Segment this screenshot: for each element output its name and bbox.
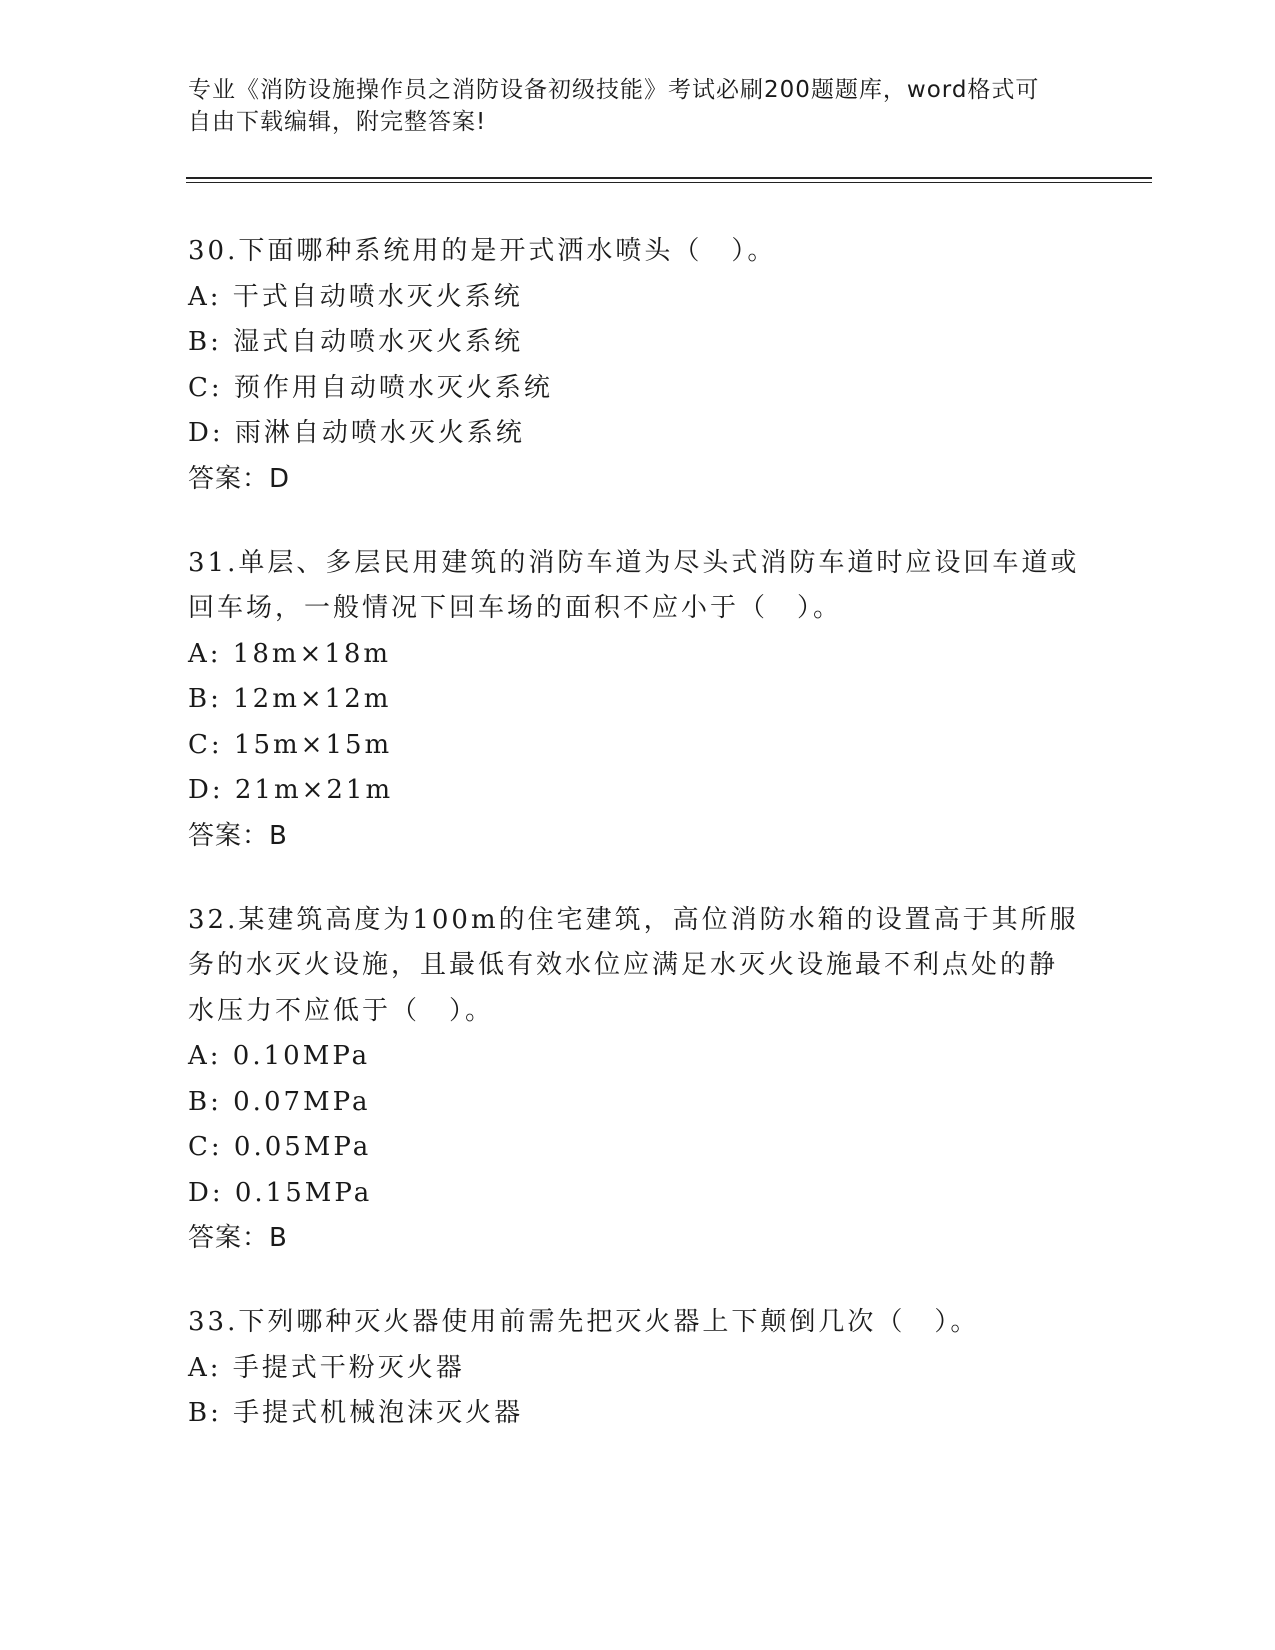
option-b: B: 湿式自动喷水灭火系统 — [188, 327, 524, 357]
question-31 — [188, 541, 1088, 859]
option-a: A: 干式自动喷水灭火系统 — [188, 281, 523, 312]
answer-label: 答案：B — [188, 820, 288, 851]
answer-label: 答案：B — [188, 1223, 288, 1253]
document-header — [188, 74, 1068, 138]
header-line-1: 专业《消防设施操作员之消防设备初级技能》考试必刷200题题库，word格式可 — [188, 77, 1040, 103]
answer-label: 答案：D — [188, 463, 291, 494]
question-text-continued: 回车场，一般情况下回车场的面积不应小于（ ）。 — [188, 593, 843, 623]
question-32 — [188, 898, 1088, 1262]
question-33 — [188, 1300, 1088, 1437]
option-c: C: 15m×15m — [188, 729, 393, 760]
option-d: D: 0.15MPa — [188, 1177, 373, 1208]
option-b: B: 0.07MPa — [188, 1086, 371, 1117]
question-30 — [188, 229, 1088, 502]
option-b: B: 手提式机械泡沫灭火器 — [188, 1398, 524, 1428]
option-b: B: 12m×12m — [188, 684, 392, 714]
header-line-2: 自由下载编辑，附完整答案! — [188, 109, 487, 135]
question-list — [188, 229, 1088, 1476]
option-c: C: 0.05MPa — [188, 1132, 372, 1162]
option-a: A: 18m×18m — [188, 638, 392, 669]
question-text-continued: 务的水灭火设施，且最低有效水位应满足水灭火设施最不利点处的静 — [188, 950, 1059, 980]
option-a: A: 0.10MPa — [188, 1041, 371, 1071]
question-text: 32.某建筑高度为100m的住宅建筑，高位消防水箱的设置高于其所服 — [188, 904, 1079, 935]
option-d: D: 21m×21m — [188, 775, 394, 805]
question-text: 33.下列哪种灭火器使用前需先把灭火器上下颠倒几次（ ）。 — [188, 1307, 980, 1337]
header-divider-thick — [186, 177, 1152, 179]
option-c: C: 预作用自动喷水灭火系统 — [188, 372, 553, 403]
header-divider-thin — [186, 182, 1152, 183]
option-d: D: 雨淋自动喷水灭火系统 — [188, 418, 525, 448]
option-a: A: 手提式干粉灭火器 — [188, 1352, 465, 1383]
question-text-continued: 水压力不应低于（ ）。 — [188, 995, 495, 1026]
question-text: 31.单层、多层民用建筑的消防车道为尽头式消防车道时应设回车道或 — [188, 547, 1080, 578]
question-text: 30.下面哪种系统用的是开式洒水喷头（ ）。 — [188, 236, 777, 266]
